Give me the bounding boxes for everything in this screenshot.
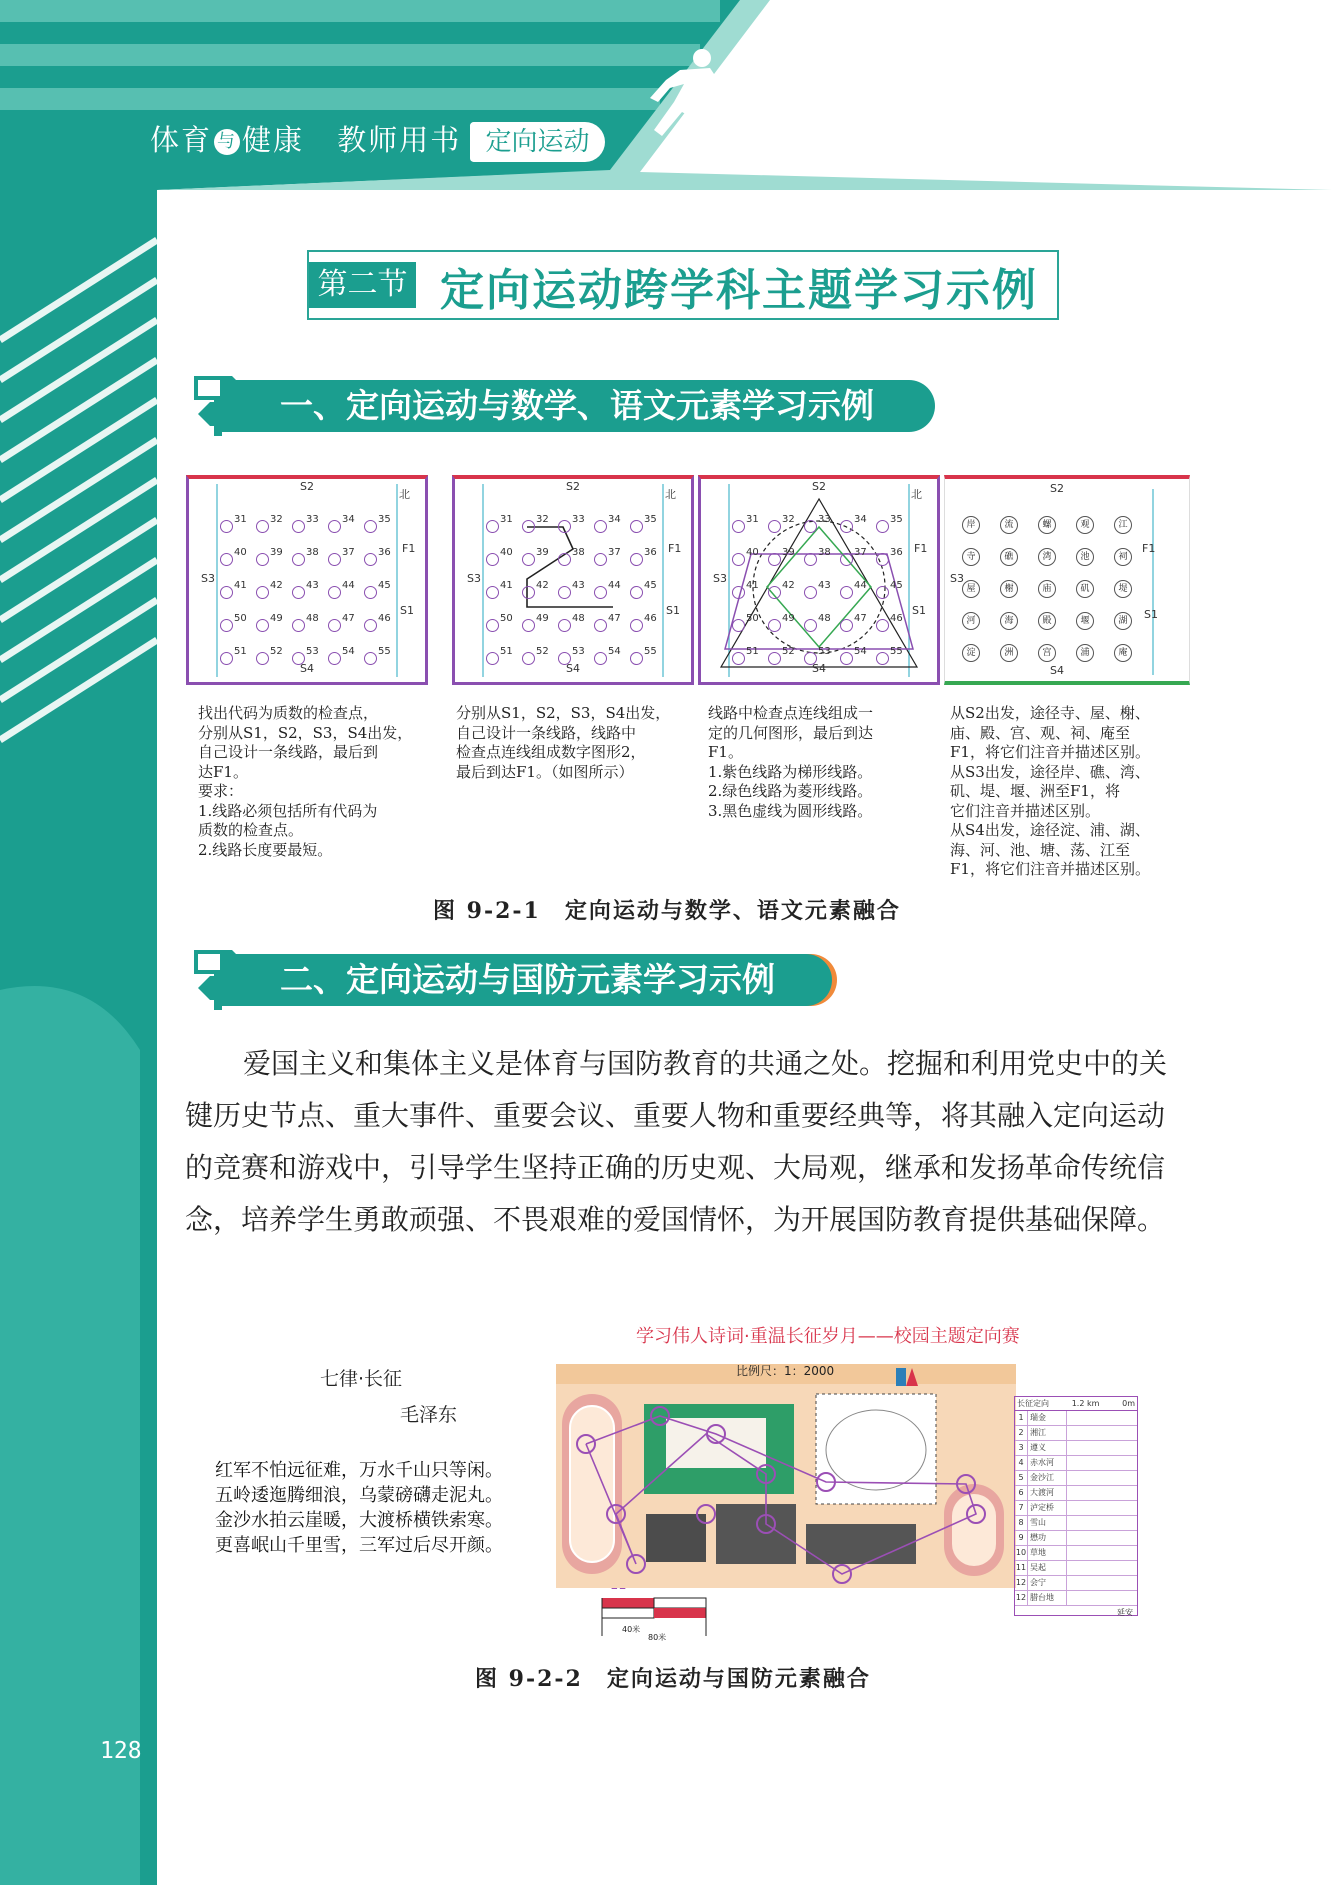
character-checkpoint: 螺 [1038,516,1056,534]
checkpoint-number: 32 [270,514,283,525]
checkpoint-number: 33 [306,514,319,525]
checkpoint-number: 41 [746,580,759,591]
legend-row-name: 遵义 [1028,1441,1067,1455]
checkpoint-number: 43 [818,580,831,591]
legend-row [1015,1531,1137,1546]
subsection-2-title: 二、定向运动与国防元素学习示例 [220,954,832,1006]
section-title: 定向运动跨学科主题学习示例 [440,265,1038,316]
character-checkpoint: 矶 [1076,580,1094,598]
page-number: 128 [100,1738,142,1764]
caption-line: 从S3出发，途径岸、礁、湾、 [950,762,1150,781]
checkpoint-number: 53 [818,646,831,657]
checkpoint-number: 45 [378,580,391,591]
legend-row-name: 泸定桥 [1028,1501,1067,1515]
checkpoint-number: 51 [500,646,513,657]
checkpoint-number: 39 [536,547,549,558]
legend-row-number: 5 [1015,1471,1028,1485]
character-checkpoint: 寺 [962,548,980,566]
poem-line: 更喜岷山千里雪，三军过后尽开颜。 [215,1535,503,1556]
checkpoint-number: 32 [782,514,795,525]
checkpoint-number: 34 [342,514,355,525]
checkpoint-number: 39 [782,547,795,558]
start-s4: S4 [812,662,826,675]
checkpoint-number: 51 [746,646,759,657]
character-checkpoint: 观 [1076,516,1094,534]
legend-row-number: 7 [1015,1501,1028,1515]
yu-badge: 与 [214,129,240,155]
legend-header-cell: 0m [1122,1399,1135,1408]
checkpoint-number: 40 [500,547,513,558]
legend-row-name: 草地 [1028,1546,1067,1560]
legend-row-name: 赤水河 [1028,1456,1067,1470]
north-label: 北 [665,488,676,501]
caption-line: 定的几何图形，最后到达 [708,723,874,742]
checkpoint-number: 36 [644,547,657,558]
checkpoint-number: 46 [644,613,657,624]
legend-row [1015,1471,1137,1486]
checkpoint-number: 53 [306,646,319,657]
caption-line: 海、河、池、塘、荡、江至 [950,840,1131,859]
character-checkpoint: 池 [1076,548,1094,566]
caption-line: 它们注音并描述区别。 [950,801,1101,820]
start-s1: S1 [666,604,680,617]
start-s3: S3 [467,572,481,585]
chapter-tag: 定向运动 [470,122,605,162]
character-checkpoint: 岸 [962,516,980,534]
start-s4: S4 [300,662,314,675]
checkpoint-number: 34 [608,514,621,525]
legend-row-name: 金沙江 [1028,1471,1067,1485]
legend-footer: 延安 [1117,1608,1133,1617]
finish-f1: F1 [1142,542,1156,555]
checkpoint-number: 52 [536,646,549,657]
start-s3: S3 [713,572,727,585]
caption-line: F1，将它们注音并描述区别。 [950,860,1150,878]
checkpoint-number: 37 [854,547,867,558]
checkpoint-number: 48 [306,613,319,624]
caption-map-3 [708,704,938,821]
map-labels-layer [182,470,1202,700]
checkpoint-number: 45 [890,580,903,591]
caption-line: 分别从S1，S2，S3，S4出发， [198,723,413,742]
character-checkpoint: 湾 [1038,548,1056,566]
map2-title: 学习伟人诗词·重温长征岁月——校园主题定向赛 [636,1326,1020,1347]
start-s3: S3 [201,572,215,585]
checkpoint-number: 55 [644,646,657,657]
legend-row-name: 懋功 [1028,1531,1067,1545]
caption-line: 庙、殿、宫、观、祠、庵至 [950,723,1131,742]
start-s2: S2 [566,480,580,493]
checkpoint-number: 50 [234,613,247,624]
character-checkpoint: 堰 [1076,612,1094,630]
checkpoint-number: 33 [572,514,585,525]
checkpoint-number: 34 [854,514,867,525]
legend-row-number: 10 [1015,1546,1028,1560]
character-checkpoint: 洲 [1000,644,1018,662]
legend-row-number: 12 [1015,1576,1028,1590]
character-checkpoint: 礁 [1000,548,1018,566]
start-s4: S4 [566,662,580,675]
legend-row-number: 4 [1015,1456,1028,1470]
legend-row-number: 8 [1015,1516,1028,1530]
checkpoint-number: 32 [536,514,549,525]
checkpoint-number: 44 [854,580,867,591]
legend-header [1015,1397,1137,1411]
character-checkpoint: 屋 [962,580,980,598]
character-checkpoint: 庙 [1038,580,1056,598]
poem-title: 七律·长征 [320,1368,403,1390]
checkpoint-number: 43 [572,580,585,591]
checkpoint-number: 41 [500,580,513,591]
caption-line: 线路中检查点连线组成一 [708,704,874,722]
checkpoint-number: 48 [572,613,585,624]
start-s1: S1 [400,604,414,617]
caption-line: 3.黑色虚线为圆形线路。 [708,801,873,820]
checkpoint-number: 55 [890,646,903,657]
legend-row [1015,1561,1137,1576]
checkpoint-number: 54 [342,646,355,657]
checkpoint-number: 31 [234,514,247,525]
checkpoint-number: 52 [270,646,283,657]
checkpoint-number: 48 [818,613,831,624]
legend-row-number: 2 [1015,1426,1028,1440]
scale-40: 40米 [622,1625,641,1634]
north-label: 北 [911,488,922,501]
book-title: 体育 与 健康 教师用书 [150,123,462,157]
checkpoint-number: 49 [536,613,549,624]
figure-2-caption: 图 9-2-2 定向运动与国防元素融合 [475,1666,871,1692]
character-checkpoint: 海 [1000,612,1018,630]
legend-row-number: 6 [1015,1486,1028,1500]
subsection-1-title: 一、定向运动与数学、语文元素学习示例 [220,380,935,432]
checkpoint-number: 54 [854,646,867,657]
character-checkpoint: 榭 [1000,580,1018,598]
start-s1: S1 [1144,608,1158,621]
campus-map [556,1364,1016,1588]
checkpoint-number: 38 [818,547,831,558]
poem-body [215,1458,545,1558]
checkpoint-number: 51 [234,646,247,657]
checkpoint-number: 53 [572,646,585,657]
checkpoint-number: 49 [270,613,283,624]
legend-row [1015,1456,1137,1471]
caption-line: 最后到达F1。（如图所示） [456,762,634,781]
checkpoint-number: 36 [378,547,391,558]
finish-f1: F1 [914,542,928,555]
checkpoint-number: 52 [782,646,795,657]
poem-line: 金沙水拍云崖暖，大渡桥横铁索寒。 [215,1510,503,1531]
legend-row [1015,1441,1137,1456]
side-band [0,190,157,1885]
legend-row-number: 12 [1015,1591,1028,1605]
caption-map-4 [950,704,1180,880]
scale-80: 80米 [648,1633,667,1642]
checkpoint-number: 46 [890,613,903,624]
checkpoint-number: 31 [500,514,513,525]
checkpoint-number: 46 [378,613,391,624]
checkpoint-number: 41 [234,580,247,591]
legend-row-name: 吴起 [1028,1561,1067,1575]
checkpoint-number: 43 [306,580,319,591]
caption-line: 分别从S1，S2，S3，S4出发， [456,704,671,722]
legend-row-name: 雪山 [1028,1516,1067,1530]
character-checkpoint: 湖 [1114,612,1132,630]
character-checkpoint: 江 [1114,516,1132,534]
checkpoint-number: 44 [608,580,621,591]
character-checkpoint: 庵 [1114,644,1132,662]
control-legend [1014,1396,1138,1616]
checkpoint-number: 49 [782,613,795,624]
figure-1-caption: 图 9-2-1 定向运动与数学、语文元素融合 [433,898,901,924]
section-badge: 第二节 [309,262,416,308]
caption-line: F1，将它们注音并描述区别。 [950,743,1150,761]
caption-line: 自己设计一条线路，最后到 [198,743,379,761]
start-s1: S1 [912,604,926,617]
caption-line: 2.绿色线路为菱形线路。 [708,782,873,800]
checkpoint-number: 37 [608,547,621,558]
legend-row [1015,1591,1137,1606]
caption-line: F1。 [708,743,743,761]
checkpoint-number: 39 [270,547,283,558]
checkpoint-number: 54 [608,646,621,657]
caption-line: 1.紫色线路为梯形线路。 [708,762,873,781]
checkpoint-number: 50 [500,613,513,624]
start-s4: S4 [1050,664,1064,677]
start-s2: S2 [812,480,826,493]
body-paragraph: 爱国主义和集体主义是体育与国防教育的共通之处。挖掘和利用党史中的关键历史节点、重大事件、重要会议、重要人物和重要经典等，将其融入定向运动的竞赛和游戏中，引导学生坚持正确的历史观、大局观，继承和发扬革命传统信念，培养学生勇敢顽强、不畏艰难的爱国情怀，为开展国防教育提供基础保障。 [185,1047,1168,1236]
caption-map-2 [456,704,686,782]
checkpoint-number: 50 [746,613,759,624]
checkpoint-number: 35 [890,514,903,525]
legend-row-number: 11 [1015,1561,1028,1575]
checkpoint-number: 44 [342,580,355,591]
legend-header-cell: 1.2 km [1071,1399,1100,1408]
map-scale: 比例尺：1：2000 [736,1364,835,1378]
legend-header-cell: 长征定向 [1017,1399,1049,1408]
character-checkpoint: 浦 [1076,644,1094,662]
start-s2: S2 [1050,482,1064,495]
character-checkpoint: 流 [1000,516,1018,534]
legend-row [1015,1501,1137,1516]
checkpoint-number: 35 [378,514,391,525]
caption-line: 从S2出发，途径寺、屋、榭、 [950,704,1150,722]
legend-row-number: 3 [1015,1441,1028,1455]
caption-line: 1.线路必须包括所有代码为 [198,801,378,820]
finish-f1: F1 [668,542,682,555]
legend-row-name: 瑞金 [1028,1411,1067,1425]
checkpoint-number: 36 [890,547,903,558]
character-checkpoint: 宫 [1038,644,1056,662]
caption-line: 2.线路长度要最短。 [198,840,333,859]
caption-line: 要求： [198,782,244,800]
checkpoint-number: 31 [746,514,759,525]
character-checkpoint: 祠 [1114,548,1132,566]
poem-line: 五岭逶迤腾细浪，乌蒙磅礴走泥丸。 [215,1485,503,1506]
checkpoint-number: 42 [782,580,795,591]
caption-line: 从S4出发，途径淀、浦、湖、 [950,821,1150,839]
checkpoint-number: 38 [572,547,585,558]
legend-row [1015,1486,1137,1501]
character-checkpoint: 堤 [1114,580,1132,598]
checkpoint-number: 40 [746,547,759,558]
caption-map-1 [198,704,428,860]
checkpoint-number: 47 [854,613,867,624]
poem-author: 毛泽东 [400,1404,458,1426]
legend-row-name: 湘江 [1028,1426,1067,1440]
legend-row-number: 9 [1015,1531,1028,1545]
checkpoint-number: 42 [536,580,549,591]
finish-f1: F1 [402,542,416,555]
legend-row-name: 会宁 [1028,1576,1067,1590]
checkpoint-number: 47 [608,613,621,624]
legend-row-number: 1 [1015,1411,1028,1425]
caption-line: 达F1。 [198,762,248,781]
caption-line: 自己设计一条线路，线路中 [456,723,637,742]
checkpoint-number: 55 [378,646,391,657]
caption-line: 找出代码为质数的检查点， [198,704,379,722]
checkpoint-number: 42 [270,580,283,591]
checkpoint-number: 47 [342,613,355,624]
caption-line: 矶、堤、堰、洲至F1，将 [950,782,1120,800]
checkpoint-number: 45 [644,580,657,591]
legend-row [1015,1516,1137,1531]
book-subtitle: 教师用书 [337,123,462,157]
legend-row [1015,1426,1137,1441]
legend-row-name: 腊台地 [1028,1591,1067,1605]
caption-line: 检查点连线组成数字图形2， [456,743,646,761]
checkpoint-number: 35 [644,514,657,525]
legend-row-name: 大渡河 [1028,1486,1067,1500]
checkpoint-number: 40 [234,547,247,558]
caption-line: 质数的检查点。 [198,821,304,839]
legend-row [1015,1411,1137,1426]
start-s2: S2 [300,480,314,493]
character-checkpoint: 殿 [1038,612,1056,630]
checkpoint-number: 37 [342,547,355,558]
checkpoint-number: 33 [818,514,831,525]
poem-line: 红军不怕远征难，万水千山只等闲。 [215,1460,503,1481]
checkpoint-number: 38 [306,547,319,558]
character-checkpoint: 淀 [962,644,980,662]
character-checkpoint: 河 [962,612,980,630]
runners-icon [610,40,850,160]
legend-row [1015,1576,1137,1591]
legend-row [1015,1546,1137,1561]
start-s3: S3 [950,572,964,585]
north-label: 北 [399,488,410,501]
